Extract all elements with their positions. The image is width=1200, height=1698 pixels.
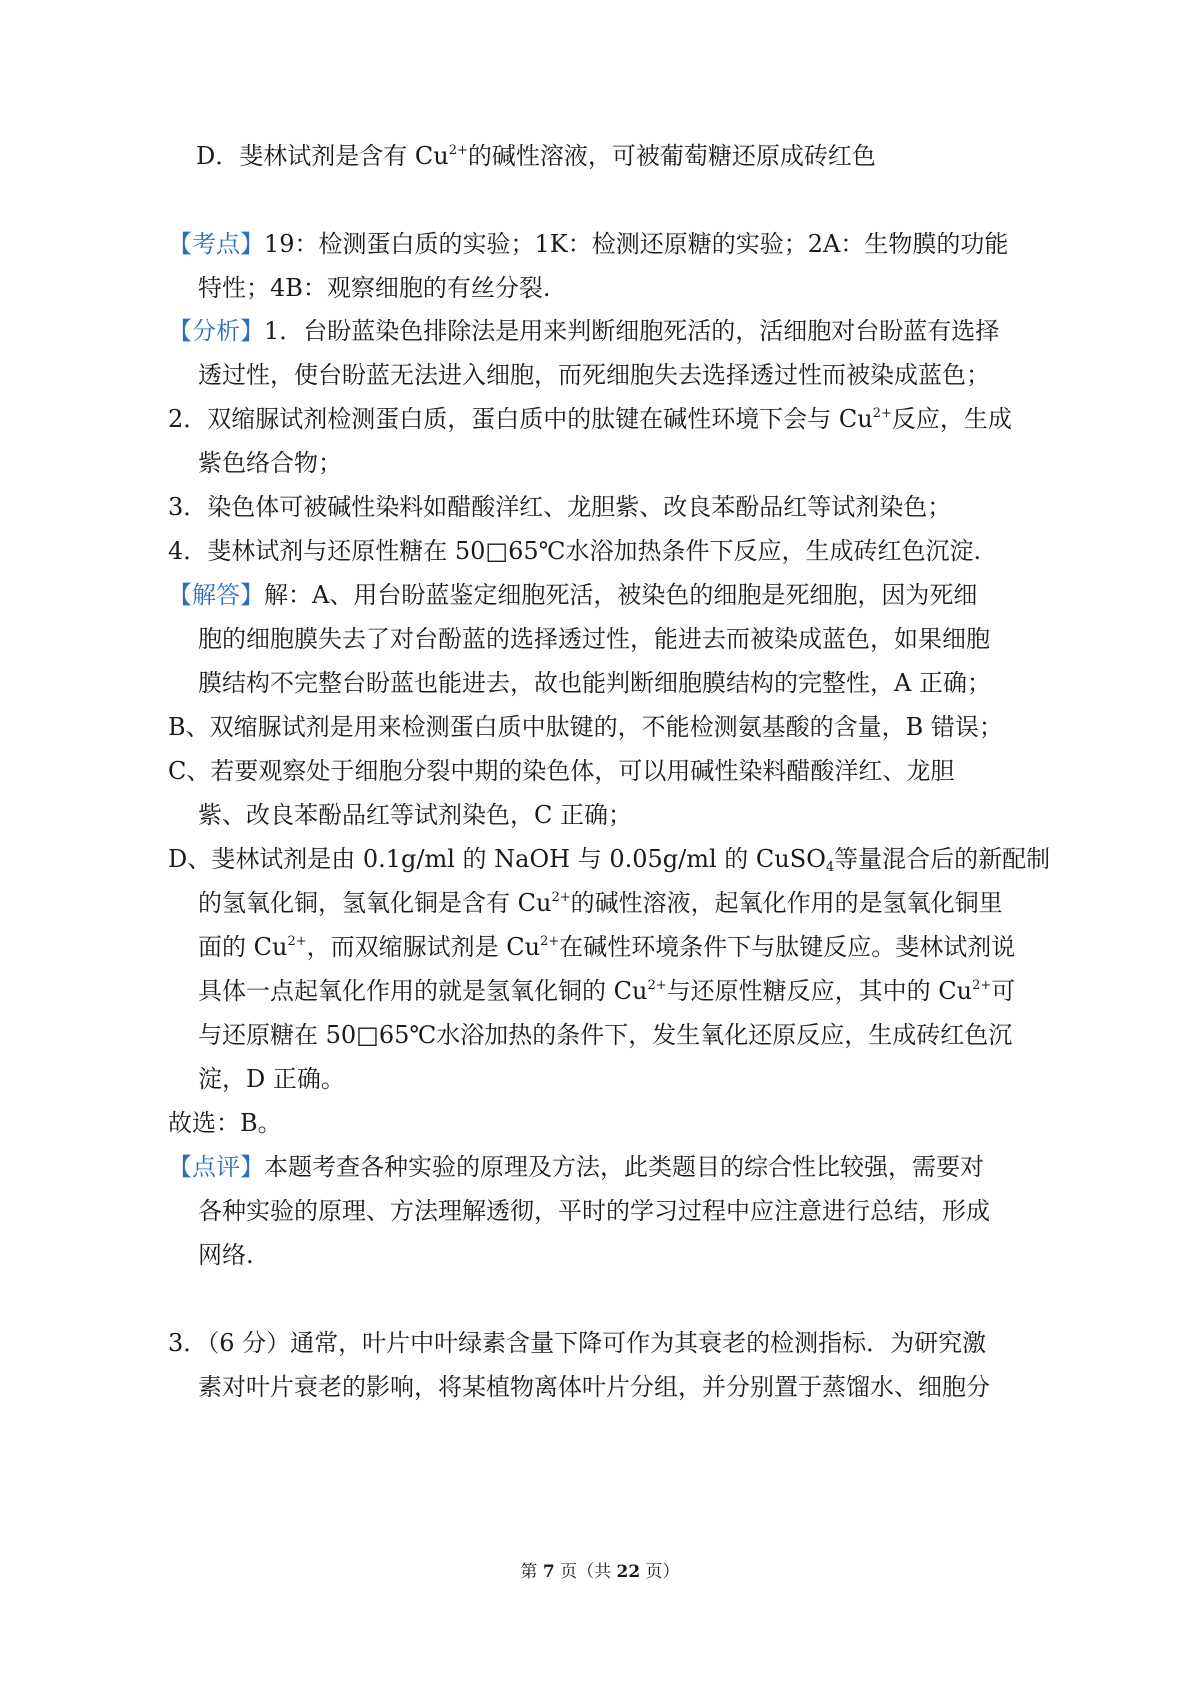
fenxi-text: 透过性，使台盼蓝无法进入细胞，而死细胞失去选择透过性而被染成蓝色； bbox=[198, 361, 990, 389]
jieda-line bbox=[198, 975, 1015, 1007]
jieda-text: C、若要观察处于细胞分裂中期的染色体，可以用碱性染料醋酸洋红、龙胆 bbox=[168, 757, 955, 785]
answer-text: 故选：B。 bbox=[168, 1109, 282, 1137]
dianping-line bbox=[198, 1195, 990, 1227]
jieda-line bbox=[198, 623, 990, 655]
fenxi-tag: 【分析】 bbox=[168, 317, 264, 345]
subscript: 4 bbox=[825, 860, 835, 875]
jieda-text: 的碱性溶液，起氧化作用的是氢氧化铜里 bbox=[570, 889, 1003, 917]
jieda-text: 淀，D 正确。 bbox=[198, 1065, 345, 1093]
jieda-text: 可 bbox=[991, 977, 1016, 1005]
jieda-line bbox=[168, 579, 977, 611]
jieda-text: 在碱性环境条件下与肽键反应。斐林试剂说 bbox=[559, 933, 1016, 961]
jieda-text: D、斐林试剂是由 0.1g/ml 的 NaOH 与 0.05g/ml 的 CuSO bbox=[168, 845, 826, 873]
kaodian-line bbox=[168, 228, 1008, 260]
page-footer bbox=[0, 1560, 1200, 1584]
jieda-tag: 【解答】 bbox=[168, 581, 264, 609]
jieda-text: 紫、改良苯酚品红等试剂染色，C 正确； bbox=[198, 801, 632, 829]
jieda-text: 面的 Cu bbox=[198, 933, 288, 961]
page-number: 7 bbox=[542, 1562, 555, 1582]
jieda-line bbox=[198, 799, 632, 831]
dianping-line bbox=[198, 1239, 254, 1271]
fenxi-line bbox=[168, 535, 981, 567]
jieda-line bbox=[198, 1019, 1012, 1051]
footer-text: 页） bbox=[640, 1562, 680, 1582]
fenxi-text: 反应，生成 bbox=[891, 405, 1012, 433]
jieda-line bbox=[198, 1063, 345, 1095]
fenxi-line bbox=[168, 491, 951, 523]
answer-line bbox=[168, 1107, 282, 1139]
option-d-text: 的碱性溶液，可被葡萄糖还原成砖红色 bbox=[467, 142, 876, 170]
fenxi-line bbox=[168, 403, 1012, 435]
jieda-line bbox=[198, 887, 1003, 919]
fenxi-text: 紫色络合物； bbox=[198, 449, 342, 477]
fenxi-line bbox=[198, 447, 342, 479]
fenxi-line bbox=[168, 315, 999, 347]
kaodian-tag: 【考点】 bbox=[168, 230, 264, 258]
jieda-text: 膜结构不完整台盼蓝也能进去，故也能判断细胞膜结构的完整性，A 正确； bbox=[198, 669, 991, 697]
question-3-text: 素对叶片衰老的影响，将某植物离体叶片分组，并分别置于蒸馏水、细胞分 bbox=[198, 1373, 990, 1401]
fenxi-text: 3．染色体可被碱性染料如醋酸洋红、龙胆紫、改良苯酚品红等试剂染色； bbox=[168, 493, 952, 521]
total-pages: 22 bbox=[616, 1562, 641, 1582]
fenxi-text: 2．双缩脲试剂检测蛋白质，蛋白质中的肽键在碱性环境下会与 Cu bbox=[168, 405, 873, 433]
superscript: 2+ bbox=[972, 978, 992, 993]
jieda-text: 与还原性糖反应，其中的 Cu bbox=[666, 977, 973, 1005]
kaodian-text: 特性；4B：观察细胞的有丝分裂. bbox=[198, 274, 551, 302]
dianping-tag: 【点评】 bbox=[168, 1153, 264, 1181]
jieda-line bbox=[168, 711, 1003, 743]
footer-text: 页（共 bbox=[554, 1562, 617, 1582]
jieda-text: 具体一点起氧化作用的就是氢氧化铜的 Cu bbox=[198, 977, 648, 1005]
dianping-text: 网络. bbox=[198, 1241, 254, 1269]
superscript: 2+ bbox=[448, 143, 468, 158]
jieda-line bbox=[168, 755, 954, 787]
superscript: 2+ bbox=[287, 934, 307, 949]
dianping-line bbox=[168, 1151, 984, 1183]
fenxi-line bbox=[198, 359, 990, 391]
footer-text: 第 bbox=[520, 1562, 543, 1582]
question-3-line bbox=[198, 1371, 990, 1403]
option-d-text: D．斐林试剂是含有 Cu bbox=[196, 142, 449, 170]
option-d-line bbox=[196, 140, 876, 172]
superscript: 2+ bbox=[647, 978, 667, 993]
superscript: 2+ bbox=[872, 406, 892, 421]
jieda-text: 的氢氧化铜，氢氧化铜是含有 Cu bbox=[198, 889, 552, 917]
kaodian-text: 19：检测蛋白质的实验；1K：检测还原糖的实验；2A：生物膜的功能 bbox=[264, 230, 1009, 258]
jieda-text: 等量混合后的新配制 bbox=[834, 845, 1051, 873]
jieda-line bbox=[168, 843, 1050, 875]
dianping-text: 本题考查各种实验的原理及方法，此类题目的综合性比较强，需要对 bbox=[264, 1153, 984, 1181]
jieda-text: ，而双缩脲试剂是 Cu bbox=[306, 933, 541, 961]
jieda-line bbox=[198, 667, 991, 699]
kaodian-line bbox=[198, 272, 551, 304]
question-3-line bbox=[168, 1327, 986, 1359]
jieda-text: 解：A、用台盼蓝鉴定细胞死活，被染色的细胞是死细胞，因为死细 bbox=[264, 581, 978, 609]
superscript: 2+ bbox=[540, 934, 560, 949]
superscript: 2+ bbox=[551, 890, 571, 905]
jieda-text: B、双缩脲试剂是用来检测蛋白质中肽键的，不能检测氨基酸的含量，B 错误； bbox=[168, 713, 1003, 741]
jieda-text: 与还原糖在 50□65℃水浴加热的条件下，发生氧化还原反应，生成砖红色沉 bbox=[198, 1021, 1013, 1049]
dianping-text: 各种实验的原理、方法理解透彻，平时的学习过程中应注意进行总结，形成 bbox=[198, 1197, 990, 1225]
jieda-text: 胞的细胞膜失去了对台酚蓝的选择透过性，能进去而被染成蓝色，如果细胞 bbox=[198, 625, 990, 653]
fenxi-text: 4．斐林试剂与还原性糖在 50□65℃水浴加热条件下反应，生成砖红色沉淀. bbox=[168, 537, 982, 565]
fenxi-text: 1．台盼蓝染色排除法是用来判断细胞死活的，活细胞对台盼蓝有选择 bbox=[264, 317, 1000, 345]
jieda-line bbox=[198, 931, 1015, 963]
question-3-text: 3．（6 分）通常，叶片中叶绿素含量下降可作为其衰老的检测指标．为研究激 bbox=[168, 1329, 987, 1357]
